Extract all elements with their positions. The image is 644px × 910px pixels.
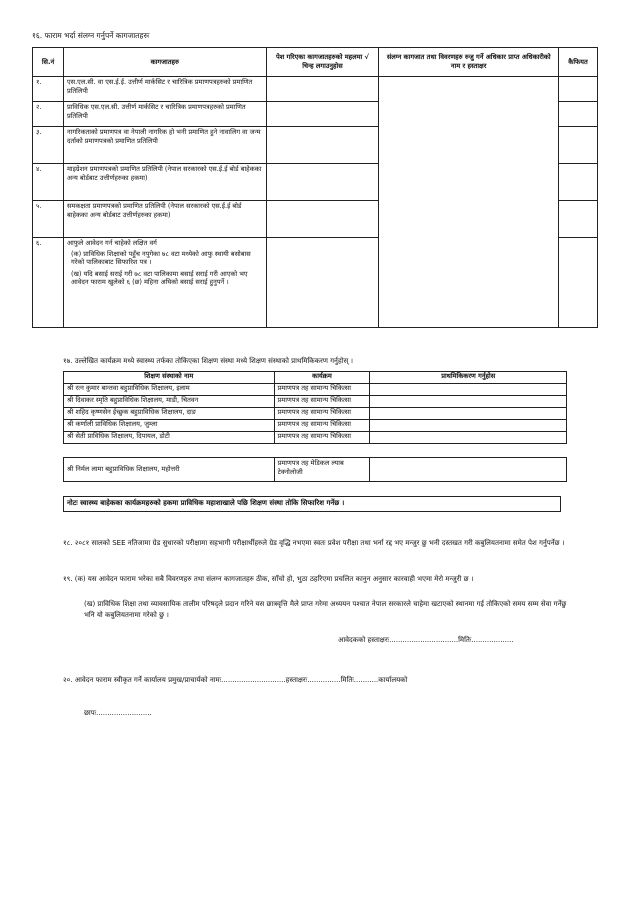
program-name: प्रमाणपत्र तह सामान्य चिकित्सा	[274, 396, 370, 408]
row-sn: १.	[33, 77, 64, 102]
row-document: एस.एल.सी. वा एस.ई.ई. उत्तीर्ण मार्कसिट र चारित्रिक प्रमाणपत्रहरुको प्रमाणित प्रतिलिपी	[63, 77, 266, 102]
section-20-approval-line[interactable]: २०. आवेदन फाराम स्वीकृत गर्ने कार्यालय प्रमुख/प्राचार्यको नामः.............................हस्ताक्षरः...............मितिः...........कार्यालयको	[63, 676, 408, 684]
priority-input-cell[interactable]	[370, 432, 567, 444]
check-cell[interactable]	[266, 127, 379, 164]
section-19-declaration-b: (ख) प्राविधिक शिक्षा तथा व्यावसायिक तालीम परिषद्ले प्रदान गरिने यस छात्रवृत्ति मैले प्राप्त गरेमा अध्ययन पश्चात नेपाल सरकारले चाहेमा खटाएको स्थानमा गई तोकिएको समय सम्म सेवा गर्नेछु भनि यो कबुलियतनामा गरेको छु ।	[84, 600, 567, 619]
header-priority: प्राथमिकिकरण गर्नुहोस	[370, 372, 567, 384]
row-sn: ३.	[33, 127, 64, 164]
documents-table	[32, 47, 598, 328]
priority-input-cell[interactable]	[370, 396, 567, 408]
section-18-text: १८. २०८१ सालको SEE नतिजामा ग्रेड सुधारको परीक्षामा सहभागी परीक्षार्थीहरुले ग्रेड वृद्धि नभएमा स्वतः प्रवेश परीक्षा तथा भर्ना रद्द भए मन्जुर छु भनी दस्तखत गरी कबुलियतनामा समेत पेश गर्नुपर्नेछ ।	[63, 539, 565, 547]
row-document: नागरिकताको प्रमाणपत्र वा नेपाली नागरिक हो भनी प्रमाणित हुने नावालिग वा जन्म दर्ताको प्रमाणपत्रको प्रमाणित प्रतिलिपी	[63, 127, 266, 164]
section-16-title: १६. फाराम भर्दा संलग्न गर्नुपर्ने कागजातहरुः	[32, 31, 150, 40]
table-row	[64, 420, 567, 432]
institution-name: श्री रत्न कुमार बान्तवा बहुप्राविधिक शिक्षालय, इलाम	[64, 384, 275, 396]
institution-name: श्री शहिद कृष्णसेन ईच्छुक बहुप्राविधिक शिक्षालय, दाङ	[64, 408, 275, 420]
check-cell[interactable]	[266, 77, 379, 102]
row-document: माइग्रेशन प्रमाणपत्रको प्रमाणित प्रतिलिपी (नेपाल सरकारको एस.ई.ई बोर्ड बाहेकका अन्य बोर्डबाट उत्तीर्णहरुका हकमा)	[63, 164, 266, 201]
header-program: कार्यक्रम	[274, 372, 370, 384]
verifier-cell[interactable]	[379, 77, 559, 328]
target-group-a: (क) प्राविधिक शिक्षाको पहुँच नपुगेका ७८ वटा मध्येको आफु स्थायी बसोबास गरेको पालिकाबाट सिफारिश पत्र ।	[70, 249, 251, 267]
table-row	[64, 396, 567, 408]
table-row	[33, 77, 598, 102]
row-document-target-group	[63, 238, 266, 328]
remarks-cell[interactable]	[559, 77, 598, 102]
check-cell[interactable]	[266, 164, 379, 201]
remarks-cell[interactable]	[559, 238, 598, 328]
table-row	[64, 408, 567, 420]
institution-table-header	[64, 372, 567, 384]
program-name: प्रमाणपत्र तह सामान्य चिकित्सा	[274, 408, 370, 420]
target-group-b: (ख) यदि बसाई सराई गरी ७८ वटा पालिकामा बसाई सराई गरी आएको भए आवेदन फाराम खुलेको ६ (छ) महिना अघिको बसाई सराई हुनुपर्ने ।	[70, 269, 248, 287]
table-row	[64, 384, 567, 396]
target-group-main: आफुले आवेदन गर्न चाहेको लक्षित वर्ग	[66, 239, 157, 247]
row-document: समकक्षता प्रमाणपत्रको प्रमाणित प्रतिलिपी (नेपाल सरकारको एस.ई.ई बोर्ड बाहेकका अन्य बोर्डबाट उत्तीर्णहरुका हकमा)	[63, 201, 266, 238]
table-row	[64, 432, 567, 444]
row-sn: ५.	[33, 201, 64, 238]
row-sn: ४.	[33, 164, 64, 201]
priority-input-cell[interactable]	[370, 420, 567, 432]
header-documents: कागजातहरु	[63, 48, 266, 77]
program-name: प्रमाणपत्र तह मेडिकल ल्याब टेक्नोलोजी	[274, 458, 370, 482]
program-name: प्रमाणपत्र तह सामान्य चिकित्सा	[274, 384, 370, 396]
priority-input-cell[interactable]	[370, 458, 567, 482]
remarks-cell[interactable]	[559, 127, 598, 164]
program-name: प्रमाणपत्र तह सामान्य चिकित्सा	[274, 432, 370, 444]
check-cell[interactable]	[266, 201, 379, 238]
institution-name: श्री निर्मल लामा बहुप्राविधिक शिक्षालय, महोत्तरी	[64, 458, 275, 482]
header-sn: सि.नं	[33, 48, 64, 77]
remarks-cell[interactable]	[559, 164, 598, 201]
header-institution: शिक्षण संस्थाको नाम	[64, 372, 275, 384]
check-cell[interactable]	[266, 102, 379, 127]
documents-table-header	[33, 48, 598, 77]
remarks-cell[interactable]	[559, 102, 598, 127]
institution-priority-table	[63, 371, 567, 444]
section-17-title: १७. उल्लेखित कार्यक्रम मध्ये स्वास्थ्य तर्फका तोकिएका शिक्षण संस्था मध्ये शिक्षण संस्थाको प्राथमिकिकरण गर्नुहोस् ।	[63, 357, 354, 365]
remarks-cell[interactable]	[559, 201, 598, 238]
applicant-signature-line[interactable]: आवेदकको हस्ताक्षरः...............................मितिः...................	[338, 636, 514, 644]
priority-input-cell[interactable]	[370, 384, 567, 396]
table-row	[64, 458, 567, 482]
row-sn: २.	[33, 102, 64, 127]
header-submitted-check: पेश गरिएका कागजातहरुको महलमा √ चिन्ह लगाउनुहोस	[266, 48, 379, 77]
institution-name: श्री कर्णाली प्राविधिक शिक्षालय, जुम्ला	[64, 420, 275, 432]
institution-name: श्री दिवाकर स्मृति बहुप्राविधिक शिक्षालय, माडी, चितवन	[64, 396, 275, 408]
row-document: प्राविधिक एस.एल.सी. उत्तीर्ण मार्कसिट र चारित्रिक प्रमाणपत्रहरुको प्रमाणित प्रतिलिपी	[63, 102, 266, 127]
priority-input-cell[interactable]	[370, 408, 567, 420]
program-name: प्रमाणपत्र तह सामान्य चिकित्सा	[274, 420, 370, 432]
check-cell[interactable]	[266, 238, 379, 328]
row-sn: ६.	[33, 238, 64, 328]
lab-technology-table	[63, 457, 567, 482]
office-stamp-line[interactable]: छापः.........................	[84, 709, 152, 717]
header-verifier: संलग्न कागजात तथा विवरणहरु रुजु गर्ने अधिकार प्राप्त अधिकारीको नाम र हस्ताक्षर	[379, 48, 559, 77]
institution-name: श्री सेती प्राविधिक शिक्षालय, दिपायल, डोटी	[64, 432, 275, 444]
header-remarks: कैफियत	[559, 48, 598, 77]
section-19-declaration-a: १९. (क) यस आवेदन फाराम भरेका सबै विवरणहरु तथा संलग्न कागजातहरु ठीक, साँचो हो, भुठा ठहरिएमा प्रचलित कानुन अनुसार कारवाही भएमा मेरो मन्जुरी छ ।	[63, 575, 474, 583]
program-note: नोटः स्वास्थ्य बाहेकका कार्यक्रमहरुको हकमा प्राविधिक महाशाखाले पछि शिक्षण संस्था तोकि सिफारिश गर्नेछ ।	[63, 496, 561, 512]
